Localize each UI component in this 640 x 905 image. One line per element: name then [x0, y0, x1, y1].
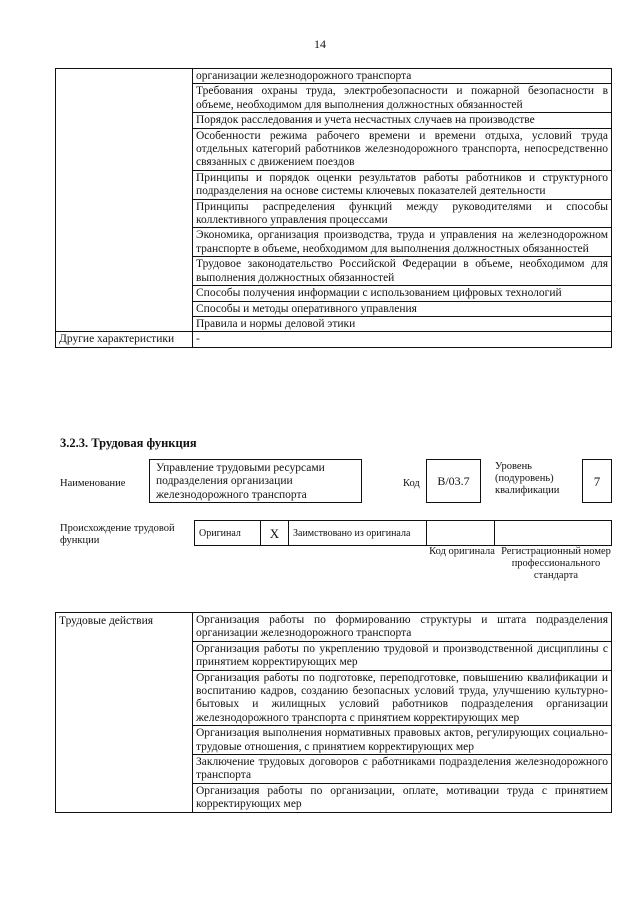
reg-number-caption: Регистрационный номер профессионального стандарта	[501, 546, 611, 581]
original-label: Оригинал	[195, 521, 261, 546]
labor-action-row: Организация работы по организации, оплате, мотивации труда с принятием корректирующих мер	[193, 783, 612, 812]
labor-action-row: Заключение трудовых договоров с работниками подразделения железнодорожного транспорта	[193, 755, 612, 784]
labor-action-row: Организация работы по укреплению трудовой и производственной дисциплины с принятием корректирующих мер	[193, 641, 612, 670]
level-label: Уровень (подуровень) квалификации	[495, 461, 560, 496]
other-characteristics-value: -	[193, 332, 612, 347]
section-title: 3.2.3. Трудовая функция	[60, 436, 197, 450]
knowledge-row: Трудовое законодательство Российской Федерации в объеме, необходимом для выполнения должностных обязанностей	[193, 257, 612, 286]
knowledge-row: Принципы распределения функций между руководителями и способы коллективного управления процессами	[193, 199, 612, 228]
page-number: 14	[314, 37, 326, 51]
labor-action-row: Организация работы по подготовке, переподготовке, повышению квалификации и воспитанию кадров, созданию безопасных условий труда, улучшению культурно-бытовых и жилищных условий работников подразделения организации железнодорожного транспорта с принятием корректирующих мер	[193, 670, 612, 726]
knowledge-row: Порядок расследования и учета несчастных случаев на производстве	[193, 113, 612, 128]
knowledge-row: организации железнодорожного транспорта	[193, 69, 612, 84]
other-characteristics-label: Другие характеристики	[56, 332, 193, 347]
knowledge-row: Экономика, организация производства, труда и управления на железнодорожном транспорте в объеме, необходимом для выполнения должностных обязанностей	[193, 228, 612, 257]
knowledge-row: Принципы и порядок оценки результатов работы работников и структурного подразделения на основе системы ключевых показателей деятельности	[193, 170, 612, 199]
qualification-level-box: 7	[582, 459, 612, 503]
origin-code-caption: Код оригинала	[429, 546, 495, 557]
labor-actions-table	[55, 612, 612, 813]
knowledge-row: Способы и методы оперативного управления	[193, 301, 612, 316]
code-label: Код	[403, 478, 420, 489]
origin-label: Происхождение трудовой функции	[60, 523, 175, 546]
name-label: Наименование	[60, 478, 126, 489]
labor-action-row: Организация выполнения нормативных правовых актов, регулирующих социально-трудовые отношения, с принятием корректирующих мер	[193, 726, 612, 755]
borrowed-label: Заимствовано из оригинала	[289, 521, 427, 546]
function-name-box: Управление трудовыми ресурсами подразделения организации железнодорожного транспорта	[149, 459, 362, 503]
knowledge-table	[55, 68, 612, 348]
origin-table	[194, 520, 612, 546]
reg-number-cell	[495, 521, 612, 546]
knowledge-row: Способы получения информации с использованием цифровых технологий	[193, 286, 612, 301]
knowledge-row: Правила и нормы деловой этики	[193, 316, 612, 331]
original-mark: X	[261, 521, 289, 546]
function-code-box: B/03.7	[426, 459, 481, 503]
knowledge-row: Особенности режима рабочего времени и времени отдыха, условий труда отдельных категорий работников железнодорожного транспорта, непосредственно связанных с движением поездов	[193, 128, 612, 170]
origin-code-cell	[427, 521, 495, 546]
knowledge-row: Требования охраны труда, электробезопасности и пожарной безопасности в объеме, необходимом для выполнения должностных обязанностей	[193, 84, 612, 113]
labor-actions-label: Трудовые действия	[56, 613, 193, 813]
knowledge-label-cell	[56, 69, 193, 332]
labor-action-row: Организация работы по формированию структуры и штата подразделения организации железнодорожного транспорта	[193, 613, 612, 642]
